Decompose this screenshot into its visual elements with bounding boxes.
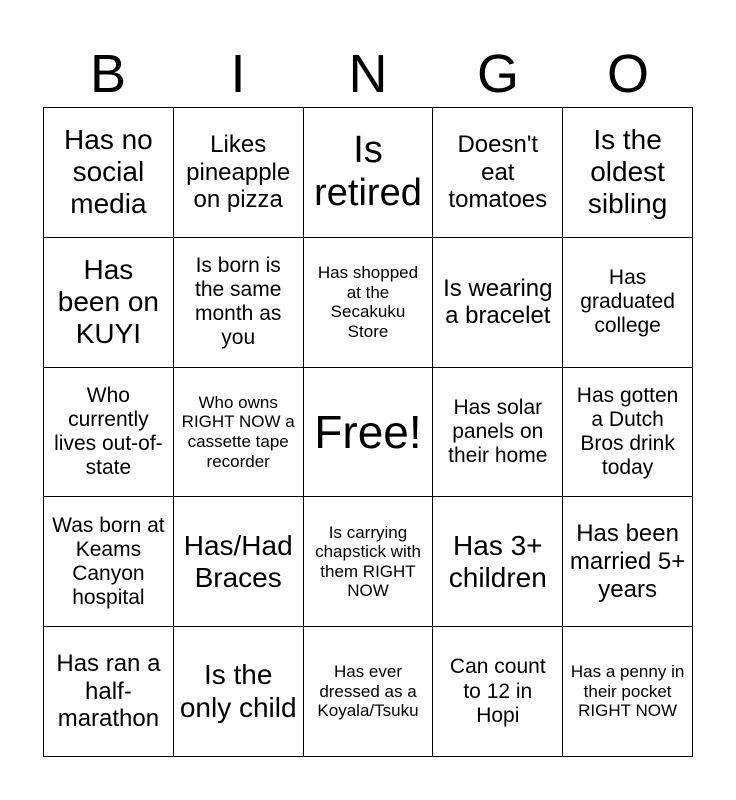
cell-text: Likes pineapple on pizza <box>186 131 291 214</box>
bingo-cell-free[interactable] <box>304 368 434 498</box>
header-letter-o: O <box>606 44 649 104</box>
cell-text: Has graduated college <box>580 265 675 338</box>
cell-text: Has shopped at the Secakuku Store <box>317 263 419 341</box>
cell-text: Doesn't eat tomatoes <box>448 131 548 214</box>
cell-text: Who currently lives out-of-state <box>54 383 163 480</box>
cell-text: Is the oldest sibling <box>587 124 668 220</box>
cell-text: Is carrying chapstick with them RIGHT NOW <box>315 522 421 601</box>
bingo-cell[interactable] <box>433 497 563 627</box>
bingo-cell[interactable] <box>44 497 174 627</box>
bingo-cell[interactable] <box>44 238 174 368</box>
bingo-cell[interactable] <box>563 108 693 238</box>
cell-text: Has been married 5+ years <box>569 520 686 603</box>
bingo-cell[interactable] <box>44 627 174 757</box>
header-letter-i: I <box>230 44 246 104</box>
bingo-cell[interactable] <box>304 108 434 238</box>
bingo-cell[interactable] <box>433 108 563 238</box>
cell-text: Has ran a half-marathon <box>56 650 161 733</box>
cell-text: Has gotten a Dutch Bros drink today <box>576 383 679 480</box>
cell-text: Has been on KUYI <box>57 253 159 350</box>
cell-text: Is wearing a bracelet <box>443 274 553 330</box>
bingo-cell[interactable] <box>304 238 434 368</box>
cell-text: Has no social media <box>64 124 153 220</box>
bingo-cell[interactable] <box>563 497 693 627</box>
bingo-cell[interactable] <box>563 238 693 368</box>
bingo-cell[interactable] <box>174 497 304 627</box>
cell-text: Was born at Keams Canyon hospital <box>52 513 165 609</box>
cell-text: Has 3+ children <box>448 529 547 593</box>
cell-text: Free! <box>314 405 422 458</box>
bingo-cell[interactable] <box>563 368 693 498</box>
cell-text: Has solar panels on their home <box>448 395 548 468</box>
bingo-cell[interactable] <box>44 108 174 238</box>
bingo-cell[interactable] <box>44 368 174 498</box>
bingo-cell[interactable] <box>433 238 563 368</box>
bingo-cell[interactable] <box>174 108 304 238</box>
cell-text: Has ever dressed as a Koyala/Tsuku <box>317 662 419 721</box>
bingo-cell[interactable] <box>174 238 304 368</box>
cell-text: Is the only child <box>179 659 297 723</box>
cell-text: Who owns RIGHT NOW a cassette tape recorder <box>181 392 295 471</box>
cell-text: Is retired <box>314 128 422 215</box>
cell-text: Can count to 12 in Hopi <box>449 655 546 727</box>
bingo-cell[interactable] <box>174 627 304 757</box>
cell-text: Has a penny in their pocket RIGHT NOW <box>570 662 685 721</box>
bingo-cell[interactable] <box>433 368 563 498</box>
bingo-board <box>43 107 693 757</box>
header-letter-n: N <box>348 44 388 104</box>
bingo-cell[interactable] <box>433 627 563 757</box>
bingo-header <box>43 40 693 108</box>
bingo-cell[interactable] <box>304 627 434 757</box>
cell-text: Is born is the same month as you <box>195 253 282 350</box>
bingo-cell[interactable] <box>174 368 304 498</box>
bingo-cell[interactable] <box>304 497 434 627</box>
cell-text: Has/Had Braces <box>183 529 293 593</box>
header-letter-g: G <box>476 44 519 104</box>
bingo-cell[interactable] <box>563 627 693 757</box>
header-letter-b: B <box>89 44 127 104</box>
